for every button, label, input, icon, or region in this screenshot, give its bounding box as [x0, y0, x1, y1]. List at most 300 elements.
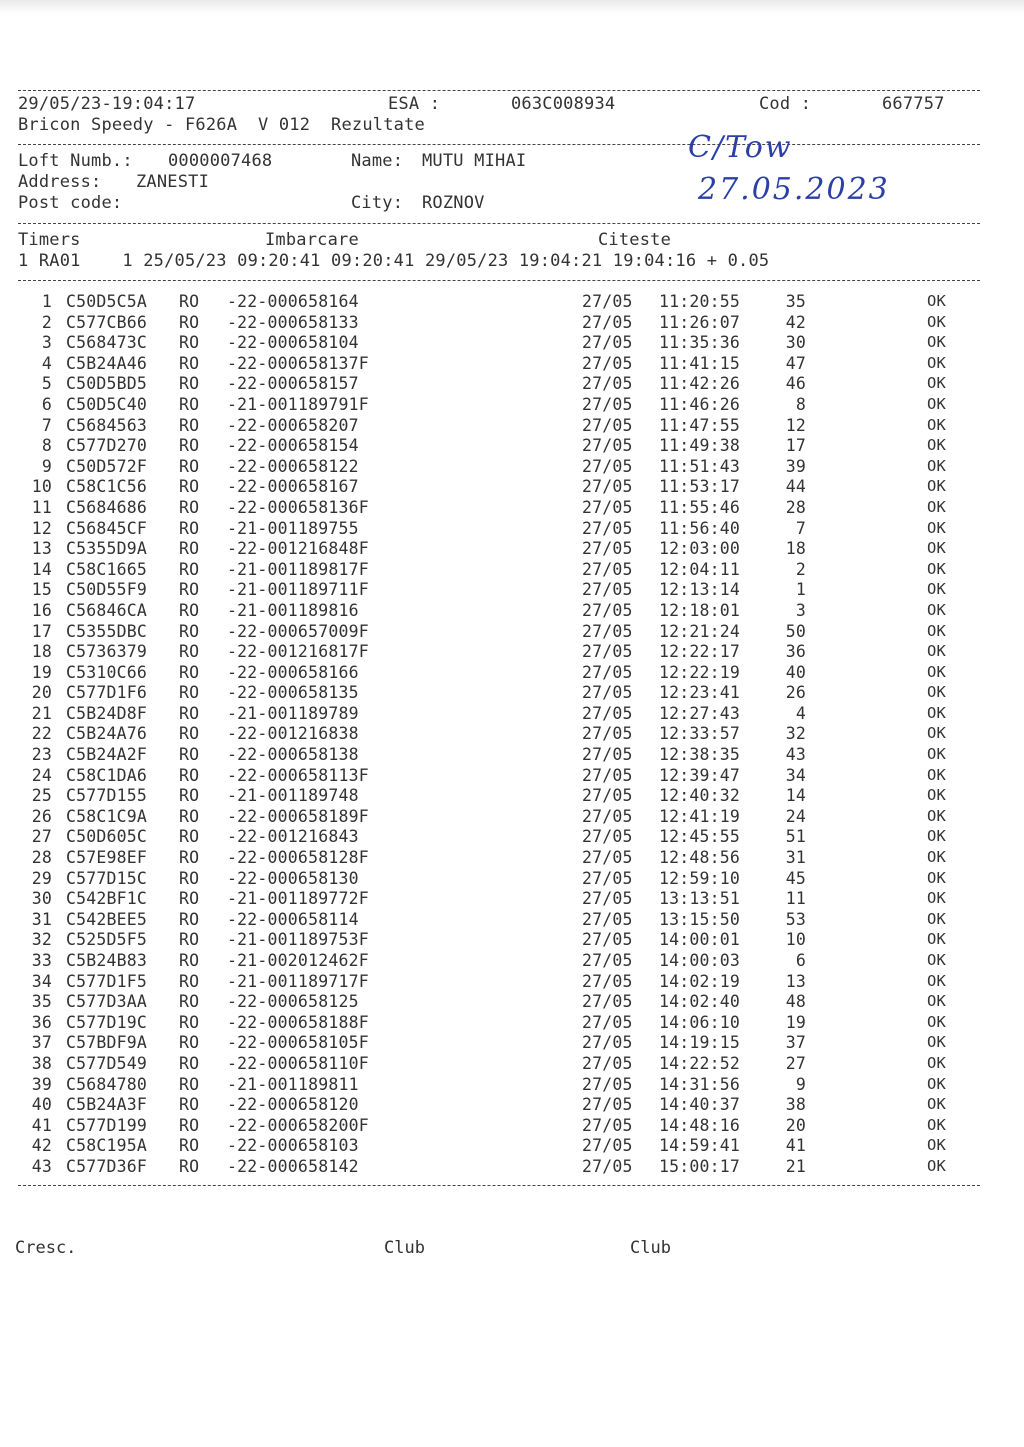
- status-ok: OK: [927, 353, 947, 372]
- arrival-date: 27/05: [582, 909, 633, 929]
- ring-number: -21-001189772F: [227, 889, 369, 909]
- row-number: 43: [31, 1156, 52, 1176]
- country-code: RO: [179, 539, 200, 559]
- result-row: [18, 621, 980, 642]
- row-number: 4: [41, 353, 52, 373]
- position: 3: [795, 600, 806, 620]
- country-code: RO: [179, 1053, 200, 1073]
- position: 43: [785, 745, 806, 765]
- ring-number: -22-000658110F: [227, 1053, 369, 1073]
- arrival-time: 14:00:01: [659, 930, 741, 950]
- chip-id: C50D5BD5: [66, 374, 148, 394]
- country-code: RO: [179, 703, 200, 723]
- chip-id: C5355DBC: [66, 621, 148, 641]
- ring-number: -22-000658207: [227, 415, 359, 435]
- row-number: 16: [31, 600, 52, 620]
- arrival-time: 14:19:15: [659, 1033, 741, 1053]
- timers-block: [18, 224, 980, 272]
- position: 8: [795, 394, 806, 414]
- loft-value: 0000007468: [168, 151, 273, 171]
- chip-id: C5B24A46: [66, 353, 148, 373]
- ring-number: -22-001216817F: [227, 642, 369, 662]
- row-number: 3: [41, 333, 52, 353]
- country-code: RO: [179, 745, 200, 765]
- position: 41: [785, 1136, 806, 1156]
- result-row: [18, 826, 980, 847]
- country-code: RO: [179, 1012, 200, 1032]
- city-value: ROZNOV: [422, 193, 485, 213]
- ring-number: -22-000658125: [227, 992, 359, 1012]
- row-number: 32: [31, 930, 52, 950]
- status-ok: OK: [927, 642, 947, 661]
- ring-number: -21-001189717F: [227, 971, 369, 991]
- arrival-date: 27/05: [582, 1074, 633, 1094]
- club-label-2: Club: [630, 1238, 671, 1258]
- status-ok: OK: [927, 580, 947, 599]
- chip-id: C577D155: [66, 786, 148, 806]
- position: 50: [785, 621, 806, 641]
- ring-number: -22-001216843: [227, 827, 359, 847]
- country-code: RO: [179, 951, 200, 970]
- position: 2: [795, 559, 806, 579]
- arrival-time: 14:00:03: [659, 951, 741, 970]
- chip-id: C542BF1C: [66, 889, 148, 909]
- arrival-date: 27/05: [582, 497, 633, 517]
- status-ok: OK: [927, 292, 947, 310]
- result-row: [18, 971, 980, 992]
- status-ok: OK: [927, 930, 947, 949]
- result-row: [18, 600, 980, 621]
- result-row: [18, 559, 980, 580]
- arrival-time: 11:56:40: [659, 518, 741, 538]
- result-row: [18, 1115, 980, 1136]
- post-code-label: Post code:: [18, 193, 123, 213]
- ring-number: -21-001189816: [227, 600, 359, 620]
- position: 30: [785, 333, 806, 353]
- ring-number: -22-000658128F: [227, 848, 369, 868]
- row-number: 15: [31, 580, 52, 600]
- ring-number: -22-000658166: [227, 662, 359, 682]
- esa-label: ESA :: [388, 94, 441, 114]
- arrival-time: 12:18:01: [659, 600, 741, 620]
- results-printout: [18, 90, 980, 1186]
- position: 35: [785, 292, 806, 311]
- country-code: RO: [179, 1136, 200, 1156]
- arrival-time: 14:59:41: [659, 1136, 741, 1156]
- status-ok: OK: [927, 1136, 947, 1155]
- arrival-time: 12:22:19: [659, 662, 741, 682]
- chip-id: C577D270: [66, 436, 148, 456]
- chip-id: C58C1C9A: [66, 806, 148, 826]
- position: 20: [785, 1115, 806, 1135]
- status-ok: OK: [927, 456, 947, 475]
- cresc-label: Cresc.: [15, 1238, 77, 1258]
- result-row: [18, 1032, 980, 1053]
- ring-number: -21-001189755: [227, 518, 359, 538]
- result-row: [18, 1012, 980, 1033]
- chip-id: C577D3AA: [66, 992, 148, 1012]
- row-number: 30: [31, 889, 52, 909]
- row-number: 28: [31, 848, 52, 868]
- arrival-date: 27/05: [582, 1033, 633, 1053]
- position: 14: [785, 786, 806, 806]
- arrival-time: 11:35:36: [659, 333, 741, 353]
- result-row: [18, 1135, 980, 1156]
- ring-number: -21-001189817F: [227, 559, 369, 579]
- position: 39: [785, 456, 806, 476]
- chip-id: C58C1DA6: [66, 765, 148, 785]
- row-number: 14: [31, 559, 52, 579]
- ring-number: -22-000658167: [227, 477, 359, 497]
- chip-id: C57E98EF: [66, 848, 148, 868]
- chip-id: C577D1F6: [66, 683, 148, 703]
- position: 53: [785, 909, 806, 929]
- arrival-date: 27/05: [582, 683, 633, 703]
- chip-id: C5B24A76: [66, 724, 148, 744]
- ring-number: -21-001189711F: [227, 580, 369, 600]
- row-number: 10: [31, 477, 52, 497]
- country-code: RO: [179, 394, 200, 414]
- country-code: RO: [179, 889, 200, 909]
- arrival-time: 12:38:35: [659, 745, 741, 765]
- arrival-date: 27/05: [582, 930, 633, 950]
- status-ok: OK: [927, 1095, 947, 1114]
- ring-number: -22-000658122: [227, 456, 359, 476]
- position: 12: [785, 415, 806, 435]
- status-ok: OK: [927, 1033, 947, 1052]
- chip-id: C50D5C40: [66, 394, 148, 414]
- result-row: [18, 868, 980, 889]
- ring-number: -21-001189753F: [227, 930, 369, 950]
- citeste-label: Citeste: [598, 230, 672, 250]
- country-code: RO: [179, 806, 200, 826]
- result-row: [18, 312, 980, 333]
- arrival-date: 27/05: [582, 868, 633, 888]
- position: 27: [785, 1053, 806, 1073]
- result-row: [18, 641, 980, 662]
- arrival-date: 27/05: [582, 333, 633, 353]
- result-row: [18, 332, 980, 353]
- result-row: [18, 476, 980, 497]
- status-ok: OK: [927, 497, 947, 516]
- chip-id: C577D549: [66, 1053, 148, 1073]
- handwritten-note: C/Tow: [688, 130, 793, 165]
- result-row: [18, 1074, 980, 1095]
- arrival-time: 11:53:17: [659, 477, 741, 497]
- position: 1: [795, 580, 806, 600]
- ring-number: -22-000658113F: [227, 765, 369, 785]
- timer-row: 1 RA01 1 25/05/23 09:20:41 09:20:41 29/05/23 19:04:21 19:04:16 + 0.05: [18, 251, 770, 271]
- status-ok: OK: [927, 951, 947, 969]
- arrival-time: 14:40:37: [659, 1095, 741, 1115]
- country-code: RO: [179, 436, 200, 456]
- result-row: [18, 765, 980, 786]
- row-number: 9: [41, 456, 52, 476]
- position: 45: [785, 868, 806, 888]
- arrival-time: 12:04:11: [659, 559, 741, 579]
- ring-number: -22-000658188F: [227, 1012, 369, 1032]
- arrival-date: 27/05: [582, 951, 633, 970]
- position: 19: [785, 1012, 806, 1032]
- ring-number: -22-000658120: [227, 1095, 359, 1115]
- chip-id: C577D19C: [66, 1012, 148, 1032]
- status-ok: OK: [927, 662, 947, 681]
- chip-id: C577CB66: [66, 312, 148, 332]
- country-code: RO: [179, 580, 200, 600]
- row-number: 11: [31, 497, 52, 517]
- position: 47: [785, 353, 806, 373]
- arrival-time: 11:20:55: [659, 292, 741, 311]
- ring-number: -22-000658154: [227, 436, 359, 456]
- chip-id: C5684563: [66, 415, 148, 435]
- arrival-date: 27/05: [582, 745, 633, 765]
- status-ok: OK: [927, 518, 947, 537]
- row-number: 39: [31, 1074, 52, 1094]
- ring-number: -22-000658135: [227, 683, 359, 703]
- loft-label: Loft Numb.:: [18, 151, 133, 171]
- arrival-time: 14:22:52: [659, 1053, 741, 1073]
- result-row: [18, 435, 980, 456]
- esa-value: 063C008934: [511, 94, 616, 114]
- row-number: 33: [31, 951, 52, 970]
- ring-number: -22-001216838: [227, 724, 359, 744]
- country-code: RO: [179, 477, 200, 497]
- arrival-time: 12:23:41: [659, 683, 741, 703]
- result-row: [18, 991, 980, 1012]
- country-code: RO: [179, 930, 200, 950]
- position: 51: [785, 827, 806, 847]
- arrival-date: 27/05: [582, 1156, 633, 1176]
- row-number: 26: [31, 806, 52, 826]
- ring-number: -22-000658133: [227, 312, 359, 332]
- chip-id: C5310C66: [66, 662, 148, 682]
- header-block: [18, 91, 980, 136]
- country-code: RO: [179, 1074, 200, 1094]
- chip-id: C5684686: [66, 497, 148, 517]
- country-code: RO: [179, 1095, 200, 1115]
- country-code: RO: [179, 724, 200, 744]
- arrival-date: 27/05: [582, 394, 633, 414]
- imbarcare-label: Imbarcare: [265, 230, 359, 250]
- country-code: RO: [179, 621, 200, 641]
- status-ok: OK: [927, 868, 947, 887]
- country-code: RO: [179, 848, 200, 868]
- row-number: 24: [31, 765, 52, 785]
- arrival-date: 27/05: [582, 765, 633, 785]
- result-row: [18, 662, 980, 683]
- arrival-time: 12:03:00: [659, 539, 741, 559]
- position: 11: [785, 889, 806, 909]
- status-ok: OK: [927, 683, 947, 702]
- country-code: RO: [179, 827, 200, 847]
- country-code: RO: [179, 415, 200, 435]
- country-code: RO: [179, 353, 200, 373]
- country-code: RO: [179, 1156, 200, 1176]
- chip-id: C50D55F9: [66, 580, 148, 600]
- arrival-time: 11:51:43: [659, 456, 741, 476]
- arrival-time: 14:02:19: [659, 971, 741, 991]
- position: 4: [795, 703, 806, 723]
- owner-block: [18, 130, 980, 214]
- status-ok: OK: [927, 703, 947, 722]
- row-number: 6: [41, 394, 52, 414]
- arrival-time: 12:33:57: [659, 724, 741, 744]
- status-ok: OK: [927, 1012, 947, 1031]
- result-row: [18, 538, 980, 559]
- scan-edge: [0, 0, 1024, 14]
- ring-number: -22-000658103: [227, 1136, 359, 1156]
- arrival-date: 27/05: [582, 848, 633, 868]
- arrival-date: 27/05: [582, 827, 633, 847]
- chip-id: C57BDF9A: [66, 1033, 148, 1053]
- arrival-time: 12:27:43: [659, 703, 741, 723]
- ring-number: -22-000658137F: [227, 353, 369, 373]
- result-row: [18, 909, 980, 930]
- position: 9: [795, 1074, 806, 1094]
- arrival-date: 27/05: [582, 518, 633, 538]
- chip-id: C5684780: [66, 1074, 148, 1094]
- row-number: 1: [41, 292, 52, 311]
- ring-number: -22-000658138: [227, 745, 359, 765]
- arrival-date: 27/05: [582, 580, 633, 600]
- status-ok: OK: [927, 745, 947, 764]
- status-ok: OK: [927, 889, 947, 908]
- row-number: 19: [31, 662, 52, 682]
- country-code: RO: [179, 642, 200, 662]
- position: 40: [785, 662, 806, 682]
- ring-number: -22-000658157: [227, 374, 359, 394]
- row-number: 22: [31, 724, 52, 744]
- arrival-time: 11:55:46: [659, 497, 741, 517]
- row-number: 37: [31, 1033, 52, 1053]
- row-number: 38: [31, 1053, 52, 1073]
- arrival-time: 12:45:55: [659, 827, 741, 847]
- chip-id: C5B24B83: [66, 951, 148, 970]
- name-value: MUTU MIHAI: [422, 151, 527, 171]
- country-code: RO: [179, 518, 200, 538]
- position: 42: [785, 312, 806, 332]
- divider: [18, 1185, 980, 1186]
- arrival-time: 12:59:10: [659, 868, 741, 888]
- status-ok: OK: [927, 992, 947, 1011]
- arrival-date: 27/05: [582, 415, 633, 435]
- arrival-date: 27/05: [582, 992, 633, 1012]
- ring-number: -22-000657009F: [227, 621, 369, 641]
- country-code: RO: [179, 786, 200, 806]
- row-number: 25: [31, 786, 52, 806]
- arrival-date: 27/05: [582, 436, 633, 456]
- result-row: [18, 806, 980, 827]
- country-code: RO: [179, 600, 200, 620]
- divider: [18, 280, 980, 281]
- print-datetime: 29/05/23-19:04:17: [18, 94, 196, 114]
- arrival-date: 27/05: [582, 312, 633, 332]
- country-code: RO: [179, 1033, 200, 1053]
- ring-number: -22-000658164: [227, 292, 359, 311]
- row-number: 12: [31, 518, 52, 538]
- arrival-date: 27/05: [582, 621, 633, 641]
- arrival-time: 11:41:15: [659, 353, 741, 373]
- result-row: [18, 579, 980, 600]
- city-label: City:: [351, 193, 404, 213]
- device-line: Bricon Speedy - F626A V 012 Rezultate: [18, 115, 425, 135]
- arrival-date: 27/05: [582, 889, 633, 909]
- row-number: 34: [31, 971, 52, 991]
- arrival-date: 27/05: [582, 353, 633, 373]
- arrival-date: 27/05: [582, 1095, 633, 1115]
- result-row: [18, 1053, 980, 1074]
- cod-value: 667757: [882, 94, 945, 114]
- result-row: [18, 888, 980, 909]
- chip-id: C577D15C: [66, 868, 148, 888]
- result-row: [18, 785, 980, 806]
- arrival-time: 12:48:56: [659, 848, 741, 868]
- chip-id: C577D36F: [66, 1156, 148, 1176]
- arrival-time: 11:26:07: [659, 312, 741, 332]
- status-ok: OK: [927, 477, 947, 496]
- country-code: RO: [179, 292, 200, 311]
- country-code: RO: [179, 909, 200, 929]
- arrival-time: 12:40:32: [659, 786, 741, 806]
- arrival-time: 11:47:55: [659, 415, 741, 435]
- result-row: [18, 373, 980, 394]
- arrival-date: 27/05: [582, 1115, 633, 1135]
- country-code: RO: [179, 1115, 200, 1135]
- ring-number: -22-000658189F: [227, 806, 369, 826]
- arrival-date: 27/05: [582, 539, 633, 559]
- result-row: [18, 353, 980, 374]
- arrival-time: 14:31:56: [659, 1074, 741, 1094]
- country-code: RO: [179, 312, 200, 332]
- address-label: Address:: [18, 172, 102, 192]
- chip-id: C5736379: [66, 642, 148, 662]
- ring-number: -22-000658142: [227, 1156, 359, 1176]
- chip-id: C50D5C5A: [66, 292, 148, 311]
- country-code: RO: [179, 683, 200, 703]
- result-row: [18, 415, 980, 436]
- arrival-date: 27/05: [582, 559, 633, 579]
- arrival-date: 27/05: [582, 642, 633, 662]
- arrival-date: 27/05: [582, 477, 633, 497]
- row-number: 17: [31, 621, 52, 641]
- ring-number: -22-000658130: [227, 868, 359, 888]
- row-number: 41: [31, 1115, 52, 1135]
- ring-number: -21-002012462F: [227, 951, 369, 970]
- result-row: [18, 1094, 980, 1115]
- status-ok: OK: [927, 1053, 947, 1072]
- arrival-time: 14:02:40: [659, 992, 741, 1012]
- status-ok: OK: [927, 806, 947, 825]
- status-ok: OK: [927, 827, 947, 846]
- row-number: 2: [41, 312, 52, 332]
- result-row: [18, 950, 980, 971]
- arrival-time: 11:46:26: [659, 394, 741, 414]
- chip-id: C50D605C: [66, 827, 148, 847]
- chip-id: C56846CA: [66, 600, 148, 620]
- ring-number: -22-000658104: [227, 333, 359, 353]
- row-number: 31: [31, 909, 52, 929]
- status-ok: OK: [927, 1074, 947, 1093]
- country-code: RO: [179, 333, 200, 353]
- status-ok: OK: [927, 765, 947, 784]
- result-row: [18, 723, 980, 744]
- status-ok: OK: [927, 724, 947, 743]
- club-label: Club: [384, 1238, 425, 1258]
- status-ok: OK: [927, 909, 947, 928]
- status-ok: OK: [927, 333, 947, 352]
- ring-number: -21-001189811: [227, 1074, 359, 1094]
- result-row: [18, 682, 980, 703]
